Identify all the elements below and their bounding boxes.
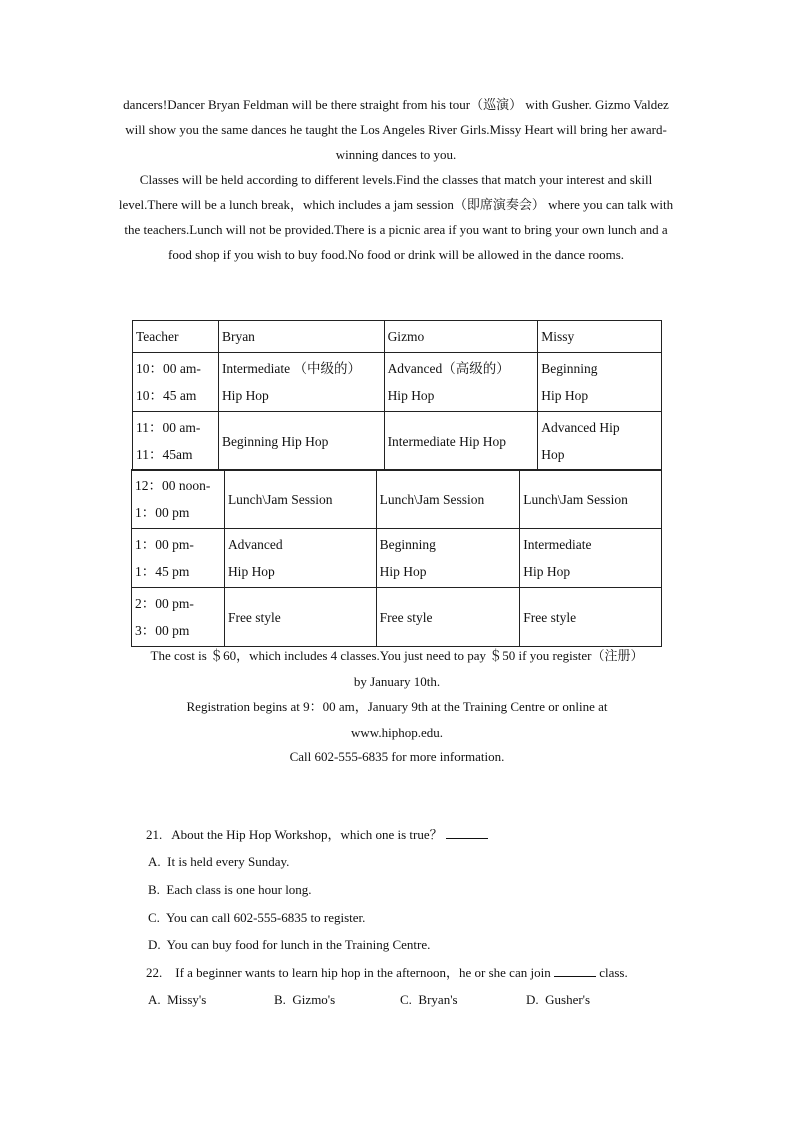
table-row	[132, 529, 662, 588]
class-cell: Beginning Hip Hop	[218, 412, 384, 471]
option-22-d[interactable]: D. Gusher's	[526, 992, 591, 1007]
option-22-c[interactable]: C. Bryan's	[400, 992, 458, 1007]
question-number: 21.	[146, 827, 163, 842]
header-cell: Missy	[538, 321, 662, 353]
option-22-b[interactable]: B. Gizmo's	[274, 992, 336, 1007]
class-cell: Free style	[224, 588, 376, 647]
table-header-row	[133, 321, 662, 353]
table-row	[133, 412, 662, 471]
cost-line-2: by January 10th.	[353, 674, 441, 689]
time-cell: 2：00 pm- 3：00 pm	[132, 588, 225, 647]
option-22-a[interactable]: A. Missy's	[148, 992, 207, 1007]
answer-blank[interactable]	[554, 964, 596, 977]
option-21-a[interactable]: A. It is held every Sunday.	[148, 854, 290, 869]
table-row	[132, 470, 662, 529]
schedule-table-bottom	[131, 469, 662, 647]
class-cell: Advanced Hip Hop	[224, 529, 376, 588]
question-21	[146, 825, 488, 845]
header-cell: Gizmo	[384, 321, 538, 353]
call-line: Call 602-555-6835 for more information.	[289, 749, 505, 764]
question-number: 22.	[146, 965, 163, 980]
table-row	[132, 588, 662, 647]
time-cell: 1：00 pm- 1：45 pm	[132, 529, 225, 588]
table-row	[133, 353, 662, 412]
time-cell: 10：00 am- 10：45 am	[133, 353, 219, 412]
question-text: If a beginner wants to learn hip hop in the afternoon，he or she can join	[175, 965, 551, 980]
class-cell: Lunch\Jam Session	[520, 470, 662, 529]
option-21-d[interactable]: D. You can buy food for lunch in the Training Centre.	[148, 937, 431, 952]
time-cell: 11：00 am- 11：45am	[133, 412, 219, 471]
question-text-after: class.	[599, 965, 628, 980]
option-21-c[interactable]: C. You can call 602-555-6835 to register.	[148, 910, 366, 925]
class-cell: Beginning Hip Hop	[538, 353, 662, 412]
header-cell: Bryan	[218, 321, 384, 353]
answer-blank[interactable]	[446, 826, 488, 839]
class-cell: Advanced Hip Hop	[538, 412, 662, 471]
class-cell: Intermediate （中级的） Hip Hop	[218, 353, 384, 412]
class-cell: Intermediate Hip Hop	[520, 529, 662, 588]
intro-paragraph-1: dancers!Dancer Bryan Feldman will be there straight from his tour（巡演） with Gusher. Gizmo Valdez will show you the same dances he taught the Los Angeles River Girls.Missy Heart will bring her award-winning dances to you.	[123, 97, 669, 162]
class-cell: Lunch\Jam Session	[376, 470, 520, 529]
header-cell: Teacher	[133, 321, 219, 353]
schedule-table-top	[132, 320, 662, 471]
option-21-b[interactable]: B. Each class is one hour long.	[148, 882, 312, 897]
question-22	[146, 963, 628, 983]
class-cell: Advanced（高级的） Hip Hop	[384, 353, 538, 412]
question-text: About the Hip Hop Workshop，which one is true？	[171, 827, 443, 842]
class-cell: Lunch\Jam Session	[224, 470, 376, 529]
class-cell: Beginning Hip Hop	[376, 529, 520, 588]
registration-line-2: www.hiphop.edu.	[351, 725, 443, 740]
time-cell: 12：00 noon- 1：00 pm	[132, 470, 225, 529]
registration-line-1: Registration begins at 9：00 am，January 9th at the Training Centre or online at	[186, 699, 608, 714]
intro-paragraph-2: Classes will be held according to different levels.Find the classes that match your interest and skill level.There will be a lunch break，which includes a jam session（即席演奏会） where you can talk with the teachers.Lunch will not be provided.There is a picnic area if you want to bring your own lunch and a food shop if you wish to buy food.No food or drink will be allowed in the dance rooms.	[118, 172, 674, 262]
class-cell: Free style	[376, 588, 520, 647]
cost-line-1: The cost is ＄60，which includes 4 classes.You just need to pay ＄50 if you register（注册）	[150, 648, 644, 663]
class-cell: Free style	[520, 588, 662, 647]
class-cell: Intermediate Hip Hop	[384, 412, 538, 471]
